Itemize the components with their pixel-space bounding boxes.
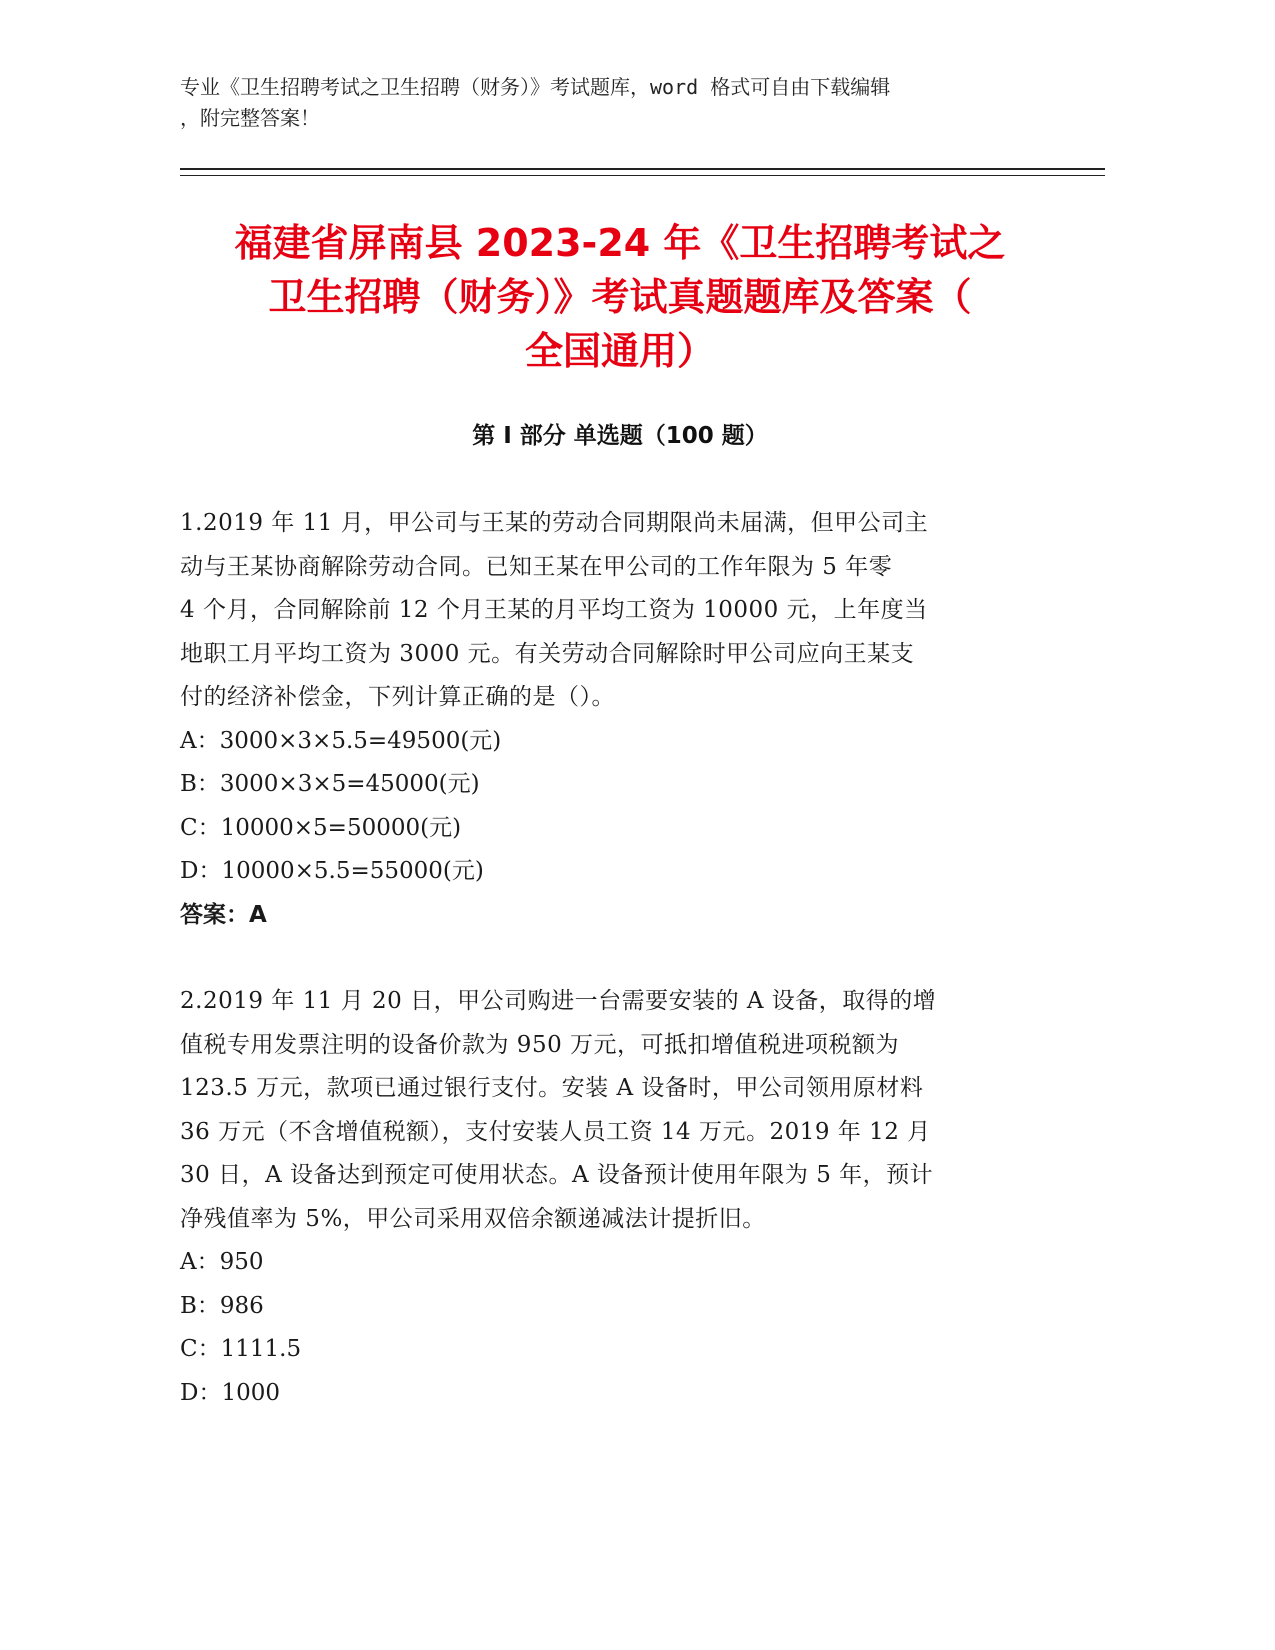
question-2-line-6: 净残值率为 5%，甲公司采用双倍余额递减法计提折旧。 bbox=[180, 1205, 766, 1232]
question-1-text bbox=[180, 502, 1040, 720]
question-1-option-c: C：10000×5=50000(元) bbox=[180, 814, 462, 841]
question-2-line-1: 2.2019 年 11 月 20 日，甲公司购进一台需要安装的 A 设备，取得的增 bbox=[180, 988, 937, 1014]
question-2-option-d: D：1000 bbox=[180, 1379, 280, 1406]
header-divider-thin bbox=[180, 175, 1105, 176]
title-line-3: 全国通用） bbox=[524, 329, 715, 373]
question-list bbox=[180, 502, 1040, 1458]
document-title bbox=[180, 216, 1060, 378]
question-2-line-5: 30 日，A 设备达到预定可使用状态。A 设备预计使用年限为 5 年，预计 bbox=[180, 1162, 934, 1188]
question-2-option-a: A：950 bbox=[180, 1249, 264, 1275]
question-1-answer: 答案：A bbox=[180, 901, 267, 928]
question-2-line-2: 值税专用发票注明的设备价款为 950 万元，可抵扣增值税进项税额为 bbox=[180, 1031, 900, 1058]
title-line-1: 福建省屏南县 2023-24 年《卫生招聘考试之 bbox=[234, 221, 1006, 265]
question-2-line-4: 36 万元（不含增值税额），支付安装人员工资 14 万元。2019 年 12 月 bbox=[180, 1118, 931, 1145]
question-2 bbox=[180, 980, 1040, 1415]
question-2-text bbox=[180, 980, 1040, 1241]
header-note bbox=[180, 72, 1040, 134]
section-title: 第 I 部分 单选题（100 题） bbox=[472, 423, 768, 449]
question-1 bbox=[180, 502, 1040, 937]
question-1-line-3: 4 个月，合同解除前 12 个月王某的月平均工资为 10000 元，上年度当 bbox=[180, 597, 928, 623]
title-line-2: 卫生招聘（财务）》考试真题题库及答案（ bbox=[268, 275, 972, 319]
question-1-line-5: 付的经济补偿金，下列计算正确的是（）。 bbox=[180, 684, 615, 710]
question-1-option-a: A：3000×3×5.5=49500(元) bbox=[180, 727, 502, 754]
question-1-option-d: D：10000×5.5=55000(元) bbox=[180, 858, 484, 884]
question-1-option-b: B：3000×3×5=45000(元) bbox=[180, 771, 480, 797]
question-2-option-c: C：1111.5 bbox=[180, 1336, 302, 1362]
question-2-line-3: 123.5 万元，款项已通过银行支付。安装 A 设备时，甲公司领用原材料 bbox=[180, 1075, 924, 1101]
header-divider-thick bbox=[180, 168, 1105, 170]
question-1-line-2: 动与王某协商解除劳动合同。已知王某在甲公司的工作年限为 5 年零 bbox=[180, 553, 893, 580]
question-2-option-b: B：986 bbox=[180, 1292, 264, 1319]
header-note-line-2: ，附完整答案！ bbox=[180, 106, 320, 130]
question-1-line-4: 地职工月平均工资为 3000 元。有关劳动合同解除时甲公司应向王某支 bbox=[180, 640, 915, 667]
question-1-line-1: 1.2019 年 11 月，甲公司与王某的劳动合同期限尚未届满，但甲公司主 bbox=[180, 510, 929, 536]
header-note-line-1: 专业《卫生招聘考试之卫生招聘（财务）》考试题库，word 格式可自由下载编辑 bbox=[180, 75, 891, 99]
